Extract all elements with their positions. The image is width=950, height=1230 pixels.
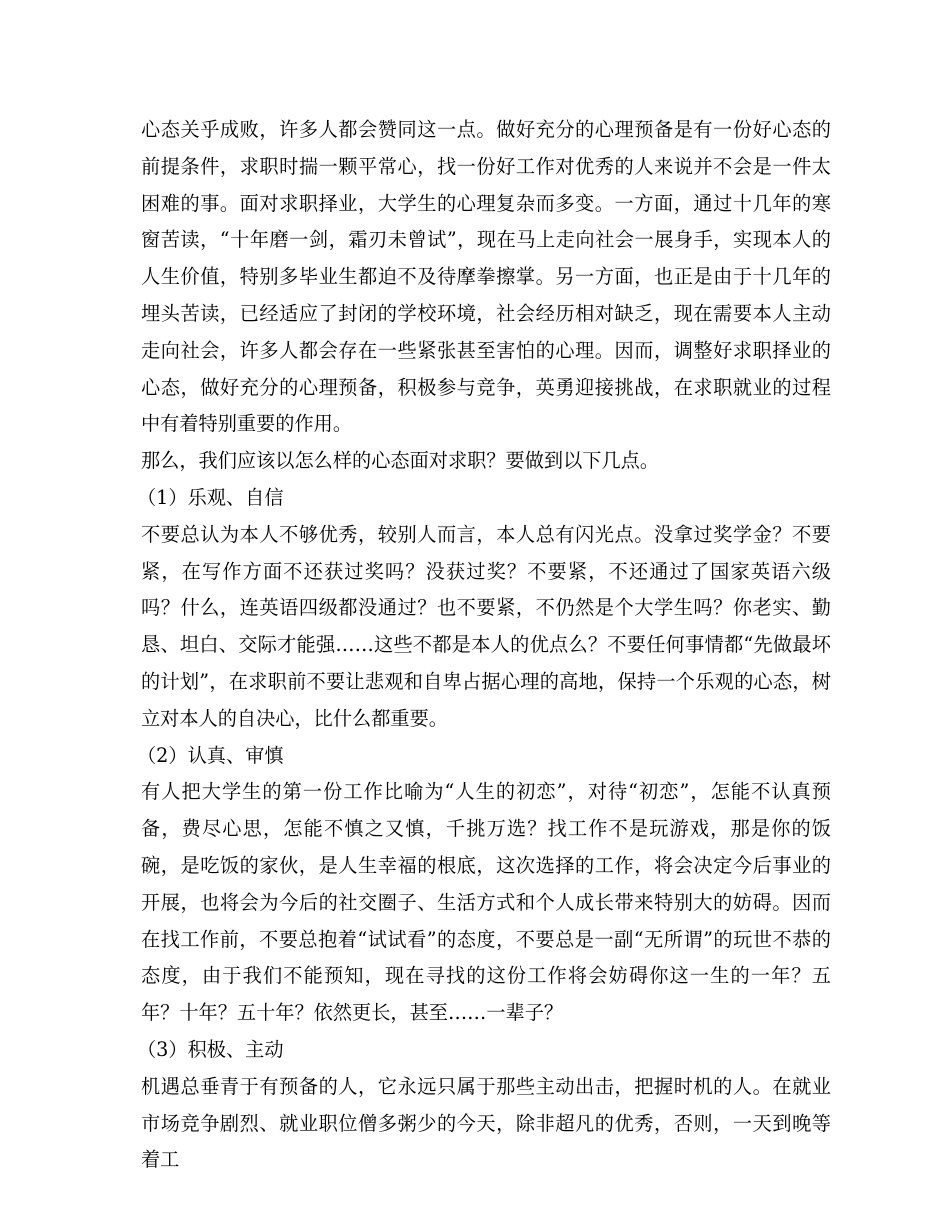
paragraph-section-1: 不要总认为本人不够优秀，较别人而言，本人总有闪光点。没拿过奖学金？不要紧，在写作方面不还获过奖吗？没获过奖？不要紧，不还通过了国家英语六级吗？什么，连英语四级都没通过？也不要紧，不仍然是个大学生吗？你老实、勤恳、坦白、交际才能强……这些不都是本人的优点么？不要任何事情都“先做最坏的计划”，在求职前不要让悲观和自卑占据心理的高地，保持一个乐观的心态，树立对本人的自决心，比什么都重要。: [141, 522, 831, 730]
paragraph-question: 那么，我们应该以怎么样的心态面对求职？要做到以下几点。: [141, 449, 660, 473]
section-heading-3: （3）积极、主动: [137, 1037, 284, 1061]
paragraph-intro: 心态关乎成败，许多人都会赞同这一点。做好充分的心理预备是有一份好心态的前提条件，求职时揣一颗平常心，找一份好工作对优秀的人来说并不会是一件太困难的事。面对求职择业，大学生的心理复杂而多变。一方面，通过十几年的寒窗苦读，“十年磨一剑，霜刃未曾试”，现在马上走向社会一展身手，实现本人的人生价值，特别多毕业生都迫不及待摩拳擦掌。另一方面，也正是由于十几年的埋头苦读，已经适应了封闭的学校环境，社会经历相对缺乏，现在需要本人主动走向社会，许多人都会存在一些紧张甚至害怕的心理。因而，调整好求职择业的心态，做好充分的心理预备，积极参与竞争，英勇迎接挑战，在求职就业的过程中有着特别重要的作用。: [141, 118, 831, 436]
section-heading-1: （1）乐观、自信: [137, 485, 284, 509]
document-body: [137, 112, 831, 1179]
paragraph-section-3: 机遇总垂青于有预备的人，它永远只属于那些主动出击，把握时机的人。在就业市场竞争剧烈、就业职位僧多粥少的今天，除非超凡的优秀，否则，一天到晚等着工: [141, 1074, 831, 1172]
paragraph-section-2: 有人把大学生的第一份工作比喻为“人生的初恋”，对待“初恋”，怎能不认真预备，费尽心思，怎能不慎之又慎，千挑万选？找工作不是玩游戏，那是你的饭碗，是吃饭的家伙，是人生幸福的根底，这次选择的工作，将会决定今后事业的开展，也将会为今后的社交圈子、生活方式和个人成长带来特别大的妨碍。因而在找工作前，不要总抱着“试试看”的态度，不要总是一副“无所谓”的玩世不恭的态度，由于我们不能预知，现在寻找的这份工作将会妨碍你这一生的一年？五年？十年？五十年？依然更长，甚至……一辈子？: [141, 780, 831, 1025]
section-heading-2: （2）认真、审慎: [137, 743, 284, 767]
